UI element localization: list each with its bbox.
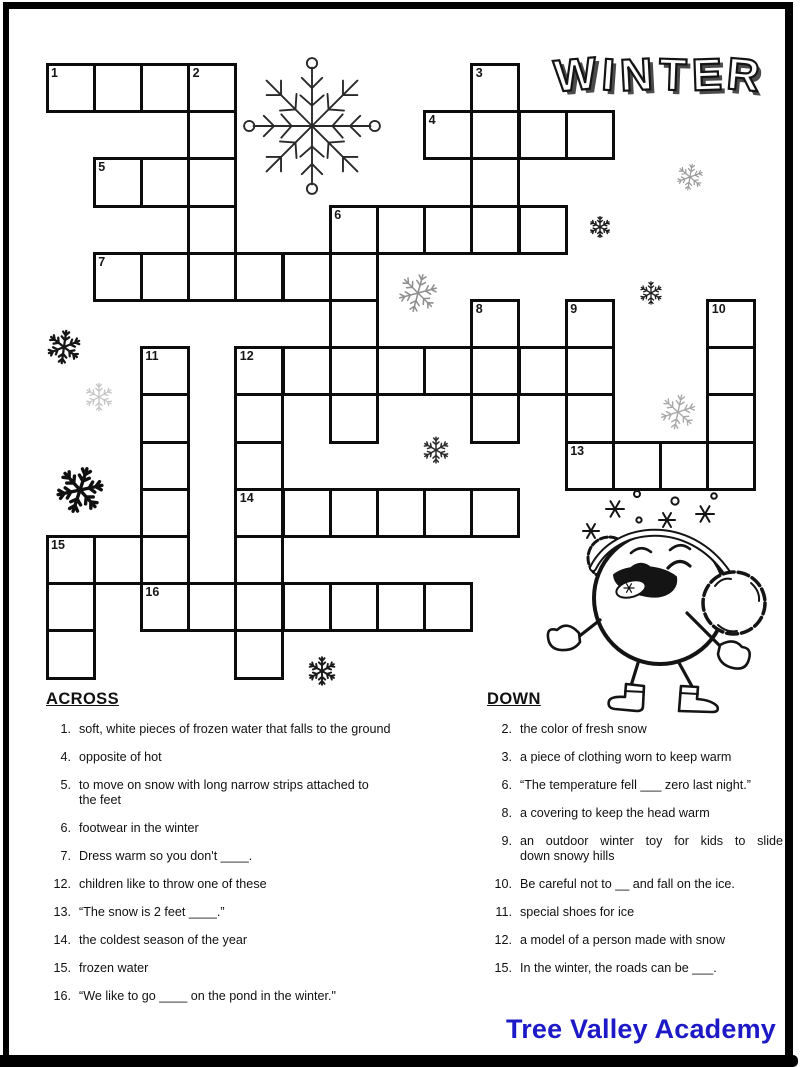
crossword-cell[interactable]: [329, 346, 379, 396]
clue-number: 14.: [53, 933, 71, 947]
snowflake-icon: [638, 280, 664, 306]
crossword-cell[interactable]: [376, 346, 426, 396]
clue-number: 2.: [501, 722, 512, 736]
across-clues-section: [46, 690, 394, 1017]
cell-number: 3: [475, 66, 483, 80]
clue-number: 7.: [60, 849, 71, 863]
crossword-cell[interactable]: [423, 582, 473, 632]
cell-number: 7: [98, 254, 106, 269]
crossword-cell[interactable]: [187, 110, 237, 160]
crossword-cell[interactable]: [93, 535, 143, 585]
clue-text-line: to move on snow with long narrow strips attached to: [79, 778, 369, 792]
clue-text-line: the feet: [79, 793, 122, 807]
cell-number: 9: [570, 302, 578, 316]
crossword-cell[interactable]: [470, 346, 520, 396]
clue-number: 13.: [53, 905, 71, 919]
crossword-cell[interactable]: [234, 252, 284, 302]
title-letter: T: [657, 48, 687, 101]
crossword-cell[interactable]: [329, 488, 379, 538]
down-clues-section: [487, 690, 783, 989]
clue-item: [46, 849, 394, 864]
cell-number: 15: [51, 538, 65, 552]
crossword-cell[interactable]: [423, 488, 473, 538]
crossword-cell[interactable]: [706, 346, 756, 396]
clue-text: opposite of hot: [79, 750, 162, 764]
clue-text: the color of fresh snow: [520, 722, 647, 736]
cell-number: 13: [570, 443, 585, 458]
clue-number: 11.: [495, 905, 512, 919]
brand-text: Tree Valley Academy: [506, 1014, 776, 1044]
snowflake-icon: [43, 326, 86, 369]
down-heading: DOWN: [487, 690, 541, 708]
clue-text: a model of a person made with snow: [520, 933, 726, 947]
clue-text: footwear in the winter: [79, 821, 199, 835]
clue-text: “We like to go ____ on the pond in the winter.": [79, 989, 336, 1003]
crossword-cell[interactable]: [659, 441, 709, 491]
crossword-cell[interactable]: [470, 110, 520, 160]
cell-number: 4: [428, 113, 436, 128]
crossword-cell[interactable]: [518, 205, 568, 255]
clue-number: 6.: [60, 821, 71, 835]
page-border-bottom: [0, 1055, 798, 1067]
crossword-cell[interactable]: [46, 629, 96, 679]
sparkle-icon: [583, 524, 599, 538]
crossword-cell[interactable]: [470, 393, 520, 443]
crossword-cell[interactable]: [282, 582, 332, 632]
crossword-cell[interactable]: [234, 582, 284, 632]
crossword-cell[interactable]: [187, 205, 237, 255]
clue-item: [46, 750, 394, 765]
across-clue-list: [46, 722, 394, 1004]
crossword-cell[interactable]: [187, 157, 237, 207]
clue-item: [487, 905, 783, 920]
clue-item: [487, 961, 783, 976]
clue-number: 10.: [494, 877, 512, 891]
clue-text: a piece of clothing worn to keep warm: [520, 750, 732, 764]
crossword-cell[interactable]: [282, 346, 332, 396]
snowflake-icon: [588, 215, 612, 239]
crossword-cell[interactable]: [140, 157, 190, 207]
cell-number: 16: [145, 585, 160, 600]
crossword-cell[interactable]: [140, 63, 190, 113]
crossword-cell[interactable]: [93, 63, 143, 113]
clue-item: [46, 778, 394, 808]
crossword-cell[interactable]: [140, 252, 190, 302]
sparkle-icon: [606, 501, 624, 517]
clue-number: 3.: [501, 750, 512, 764]
clue-item: [487, 834, 783, 864]
clue-number: 15.: [53, 961, 71, 975]
clue-text: In the winter, the roads can be ___.: [520, 961, 717, 975]
snowflake-icon: [654, 388, 701, 435]
cell-number: 8: [475, 302, 483, 316]
sparkle-icon: [659, 513, 675, 527]
clue-number: 12.: [53, 877, 71, 891]
clue-number: 9.: [501, 834, 512, 848]
clue-text: a covering to keep the head warm: [520, 806, 710, 820]
clue-number: 4.: [60, 750, 71, 764]
crossword-cell[interactable]: [329, 393, 379, 443]
clue-item: [46, 722, 394, 737]
crossword-cell[interactable]: [376, 582, 426, 632]
cell-number: 5: [98, 160, 106, 175]
clue-text: Dress warm so you don't ____.: [79, 849, 253, 863]
crossword-cell[interactable]: [187, 582, 237, 632]
clue-item: [46, 821, 394, 836]
crossword-cell[interactable]: [423, 346, 473, 396]
title-letter: I: [600, 48, 617, 101]
clue-number: 15.: [494, 961, 512, 975]
clue-text: special shoes for ice: [520, 905, 635, 919]
crossword-cell[interactable]: [46, 582, 96, 632]
clue-text: “The temperature fell ___ zero last night.”: [520, 778, 751, 792]
clue-item: [46, 877, 394, 892]
title-letter: W: [551, 47, 599, 102]
clue-item: [487, 877, 783, 892]
clue-text-line: an outdoor winter toy for kids to slide: [520, 834, 783, 848]
clue-item: [46, 905, 394, 920]
cell-number: 11: [145, 349, 159, 364]
crossword-cell[interactable]: [282, 488, 332, 538]
crossword-cell[interactable]: [376, 488, 426, 538]
crossword-cell[interactable]: [706, 393, 756, 443]
clue-item: [46, 961, 394, 976]
cell-number: 2: [192, 66, 200, 80]
clue-number: 8.: [501, 806, 512, 820]
title-letter: N: [619, 48, 655, 101]
crossword-cell[interactable]: [612, 441, 662, 491]
crossword-cell[interactable]: [140, 535, 190, 585]
worksheet-title: [551, 47, 763, 102]
clue-number: 6.: [501, 778, 512, 792]
crossword-cell[interactable]: [187, 252, 237, 302]
clue-text: [520, 834, 783, 864]
clue-number: 1.: [60, 722, 71, 736]
cell-number: 10: [711, 302, 726, 316]
large-snowflake-icon: [239, 53, 385, 199]
crossword-cell[interactable]: [565, 110, 615, 160]
cell-number: 1: [51, 66, 58, 80]
clue-text-line: down snowy hills: [520, 849, 615, 863]
cell-number: 14: [239, 490, 254, 505]
clue-item: [487, 778, 783, 793]
clue-text: the coldest season of the year: [79, 933, 248, 947]
clue-item: [487, 722, 783, 737]
crossword-cell[interactable]: [706, 441, 756, 491]
snowflake-icon: [421, 435, 451, 465]
clue-text: children like to throw one of these: [79, 877, 267, 891]
crossword-cell[interactable]: [140, 393, 190, 443]
clue-item: [46, 989, 394, 1004]
cell-number: 12: [239, 349, 254, 364]
crossword-cell[interactable]: [565, 393, 615, 443]
crossword-cell[interactable]: [470, 488, 520, 538]
crossword-cell[interactable]: [329, 252, 379, 302]
snowball-character-illustration: [527, 486, 779, 722]
title-letter: R: [725, 47, 763, 102]
crossword-cell[interactable]: [140, 441, 190, 491]
clue-item: [487, 806, 783, 821]
crossword-cell[interactable]: [234, 535, 284, 585]
snowflake-icon: [306, 655, 338, 687]
crossword-cell[interactable]: [234, 393, 284, 443]
clue-number: 12.: [494, 933, 512, 947]
clue-item: [46, 933, 394, 948]
down-clue-list: [487, 722, 783, 976]
clue-text: Be careful not to __ and fall on the ice.: [520, 877, 735, 891]
title-letter: E: [690, 48, 723, 101]
crossword-cell[interactable]: [234, 629, 284, 679]
clue-item: [487, 933, 783, 948]
snowflake-icon: [83, 381, 115, 413]
sparkle-icon: [696, 506, 714, 522]
crossword-cell[interactable]: [518, 346, 568, 396]
clue-text: “The snow is 2 feet ____.”: [79, 905, 225, 919]
crossword-cell[interactable]: [423, 205, 473, 255]
clue-number: 16.: [53, 989, 71, 1003]
clue-text: [79, 778, 394, 808]
clue-text: frozen water: [79, 961, 149, 975]
crossword-cell[interactable]: [565, 346, 615, 396]
crossword-cell[interactable]: [282, 252, 332, 302]
crossword-cell[interactable]: [140, 488, 190, 538]
crossword-cell[interactable]: [470, 205, 520, 255]
crossword-cell[interactable]: [376, 205, 426, 255]
clue-number: 5.: [60, 778, 71, 792]
snowflake-icon: [673, 160, 708, 195]
cell-number: 6: [334, 207, 342, 222]
crossword-cell[interactable]: [329, 582, 379, 632]
crossword-cell[interactable]: [234, 441, 284, 491]
clue-item: [487, 750, 783, 765]
clue-text: soft, white pieces of frozen water that falls to the ground: [79, 722, 391, 736]
across-heading: ACROSS: [46, 690, 119, 708]
crossword-cell[interactable]: [329, 299, 379, 349]
crossword-cell[interactable]: [518, 110, 568, 160]
crossword-cell[interactable]: [470, 157, 520, 207]
